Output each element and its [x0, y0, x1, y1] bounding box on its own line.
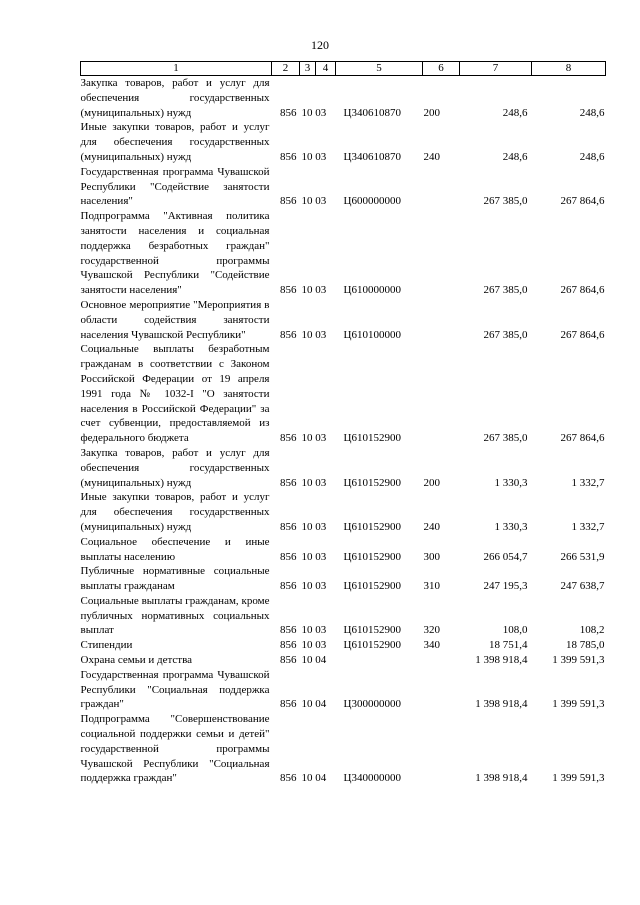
header-col-4: 4 — [316, 62, 336, 76]
row-subsection: 10 03 — [301, 550, 327, 563]
row-sum-year-2: 248,6 — [579, 106, 605, 119]
row-sum-year-1: 248,6 — [502, 106, 528, 119]
row-section: 856 — [280, 580, 297, 593]
table-row — [81, 120, 606, 164]
row-sum-year-1: 1 398 918,4 — [475, 772, 528, 785]
table-row — [81, 446, 606, 490]
row-subsection: 10 03 — [301, 106, 327, 119]
row-name: Социальные выплаты безработным гражданам в соответствии с Законом Российской Федерации от 19 апреля 1991 года № 1032-I "О занятости населения в Российской Федерации" за счет субвенции, предоставляемой из федерального бюджета — [80, 343, 270, 445]
row-target-article: Ц610152900 — [343, 580, 401, 593]
row-expense-type — [423, 342, 460, 446]
row-sum-year-1: 1 330,3 — [494, 476, 528, 489]
row-target-article: Ц610152900 — [343, 624, 401, 637]
row-expense-type: 320 — [423, 624, 440, 637]
row-section: 856 — [280, 328, 297, 341]
row-expense-type — [423, 712, 460, 786]
table-row — [81, 594, 606, 638]
row-expense-type: 310 — [423, 580, 440, 593]
row-subsection: 10 04 — [301, 698, 327, 711]
table-row — [81, 564, 606, 594]
row-sum-year-2: 267 864,6 — [560, 284, 605, 297]
row-expense-type: 200 — [423, 476, 440, 489]
row-target-article: Ц610100000 — [343, 328, 401, 341]
row-target-article: Ц300000000 — [343, 698, 401, 711]
row-sum-year-2: 267 864,6 — [560, 328, 605, 341]
table-row — [81, 76, 606, 121]
row-target-article: Ц610152900 — [343, 432, 401, 445]
row-sum-year-1: 267 385,0 — [483, 284, 528, 297]
row-sum-year-2: 1 399 591,3 — [552, 654, 605, 667]
row-subsection: 10 03 — [301, 150, 327, 163]
row-sum-year-1: 1 398 918,4 — [475, 654, 528, 667]
row-target-article: Ц610152900 — [343, 550, 401, 563]
row-sum-year-2: 108,2 — [579, 624, 605, 637]
row-expense-type: 240 — [423, 520, 440, 533]
row-sum-year-2: 267 864,6 — [560, 195, 605, 208]
row-target-article: Ц340000000 — [343, 772, 401, 785]
row-name: Стипендии — [80, 639, 133, 652]
row-name: Иные закупки товаров, работ и услуг для обеспечения государственных (муниципальных) нужд — [80, 121, 270, 163]
row-expense-type — [423, 668, 460, 712]
row-target-article: Ц610000000 — [343, 284, 401, 297]
row-sum-year-2: 18 785,0 — [566, 639, 605, 652]
row-section: 856 — [280, 476, 297, 489]
row-sum-year-1: 248,6 — [502, 150, 528, 163]
row-expense-type — [423, 298, 460, 342]
row-sum-year-2: 1 332,7 — [571, 476, 605, 489]
header-col-7: 7 — [460, 62, 532, 76]
header-col-5: 5 — [336, 62, 423, 76]
row-sum-year-1: 267 385,0 — [483, 432, 528, 445]
row-name: Подпрограмма "Активная политика занятости населения и социальная поддержка безработных граждан" государственной программы Чувашской Республики "Содействие занятости населения" — [80, 210, 270, 297]
row-section: 856 — [280, 284, 297, 297]
table-row — [81, 712, 606, 786]
row-sum-year-2: 1 399 591,3 — [552, 772, 605, 785]
row-sum-year-1: 247 195,3 — [483, 580, 528, 593]
row-name: Социальное обеспечение и иные выплаты населению — [80, 535, 270, 563]
row-section: 856 — [280, 698, 297, 711]
row-subsection: 10 03 — [301, 580, 327, 593]
row-section: 856 — [280, 520, 297, 533]
row-name: Охрана семьи и детства — [80, 654, 193, 667]
row-name: Закупка товаров, работ и услуг для обеспечения государственных (муниципальных) нужд — [80, 77, 270, 119]
row-sum-year-1: 1 330,3 — [494, 520, 528, 533]
row-sum-year-1: 18 751,4 — [489, 639, 528, 652]
row-subsection: 10 03 — [301, 195, 327, 208]
row-subsection: 10 03 — [301, 328, 327, 341]
row-section: 856 — [280, 195, 297, 208]
row-section: 856 — [280, 106, 297, 119]
row-sum-year-1: 1 398 918,4 — [475, 698, 528, 711]
row-sum-year-2: 266 531,9 — [560, 550, 605, 563]
row-section: 856 — [280, 772, 297, 785]
header-col-3: 3 — [300, 62, 316, 76]
row-name: Государственная программа Чувашской Республики "Социальная поддержка граждан" — [80, 668, 270, 711]
row-section: 856 — [280, 624, 297, 637]
table-row — [81, 535, 606, 565]
table-body — [81, 76, 606, 787]
row-name: Основное мероприятие "Мероприятия в области содействия занятости населения Чувашской Республики" — [80, 298, 270, 341]
row-expense-type: 200 — [423, 106, 440, 119]
row-sum-year-1: 267 385,0 — [483, 328, 528, 341]
row-target-article — [336, 653, 423, 668]
row-expense-type — [423, 209, 460, 298]
row-subsection: 10 03 — [301, 284, 327, 297]
row-target-article: Ц600000000 — [343, 195, 401, 208]
row-sum-year-2: 267 864,6 — [560, 432, 605, 445]
row-section: 856 — [280, 639, 297, 652]
header-col-8: 8 — [532, 62, 606, 76]
row-name: Государственная программа Чувашской Республики "Содействие занятости населения" — [80, 165, 270, 208]
table-row — [81, 490, 606, 534]
row-sum-year-2: 1 399 591,3 — [552, 698, 605, 711]
header-row — [81, 62, 606, 76]
row-expense-type — [423, 165, 460, 209]
row-sum-year-1: 267 385,0 — [483, 195, 528, 208]
row-target-article: Ц340610870 — [343, 150, 401, 163]
row-expense-type — [423, 653, 460, 668]
row-section: 856 — [280, 550, 297, 563]
table-header — [81, 62, 606, 76]
row-subsection: 10 04 — [301, 772, 327, 785]
row-name: Закупка товаров, работ и услуг для обеспечения государственных (муниципальных) нужд — [80, 446, 270, 489]
row-subsection: 10 03 — [301, 432, 327, 445]
table-row — [81, 668, 606, 712]
row-section: 856 — [280, 432, 297, 445]
row-sum-year-2: 248,6 — [579, 150, 605, 163]
header-col-6: 6 — [423, 62, 460, 76]
row-target-article: Ц610152900 — [343, 520, 401, 533]
row-target-article: Ц340610870 — [343, 106, 401, 119]
row-subsection: 10 03 — [301, 476, 327, 489]
row-sum-year-2: 1 332,7 — [571, 520, 605, 533]
row-name: Публичные нормативные социальные выплаты гражданам — [80, 565, 270, 593]
table-row — [81, 209, 606, 298]
table-row — [81, 298, 606, 342]
row-subsection: 10 04 — [301, 654, 327, 667]
header-col-2: 2 — [272, 62, 300, 76]
row-section: 856 — [280, 150, 297, 163]
table-row — [81, 165, 606, 209]
row-sum-year-2: 247 638,7 — [560, 580, 605, 593]
header-col-1: 1 — [81, 62, 272, 76]
row-name: Иные закупки товаров, работ и услуг для обеспечения государственных (муниципальных) нужд — [80, 491, 270, 533]
row-expense-type: 340 — [423, 639, 440, 652]
table-row — [81, 638, 606, 653]
budget-table — [80, 61, 606, 786]
row-subsection: 10 03 — [301, 639, 327, 652]
row-sum-year-1: 266 054,7 — [483, 550, 528, 563]
page-number: 120 — [311, 38, 329, 52]
row-sum-year-1: 108,0 — [502, 624, 528, 637]
row-name: Социальные выплаты гражданам, кроме публичных нормативных социальных выплат — [80, 594, 270, 637]
row-subsection: 10 03 — [301, 520, 327, 533]
table-row — [81, 653, 606, 668]
row-section: 856 — [280, 654, 297, 667]
row-subsection: 10 03 — [301, 624, 327, 637]
row-target-article: Ц610152900 — [343, 476, 401, 489]
row-target-article: Ц610152900 — [343, 639, 401, 652]
table-row — [81, 342, 606, 446]
row-name: Подпрограмма "Совершенствование социальной поддержки семьи и детей" государственной программы Чувашской Республики "Социальная поддержка граждан" — [80, 713, 270, 785]
row-expense-type: 300 — [423, 550, 440, 563]
row-expense-type: 240 — [423, 150, 440, 163]
